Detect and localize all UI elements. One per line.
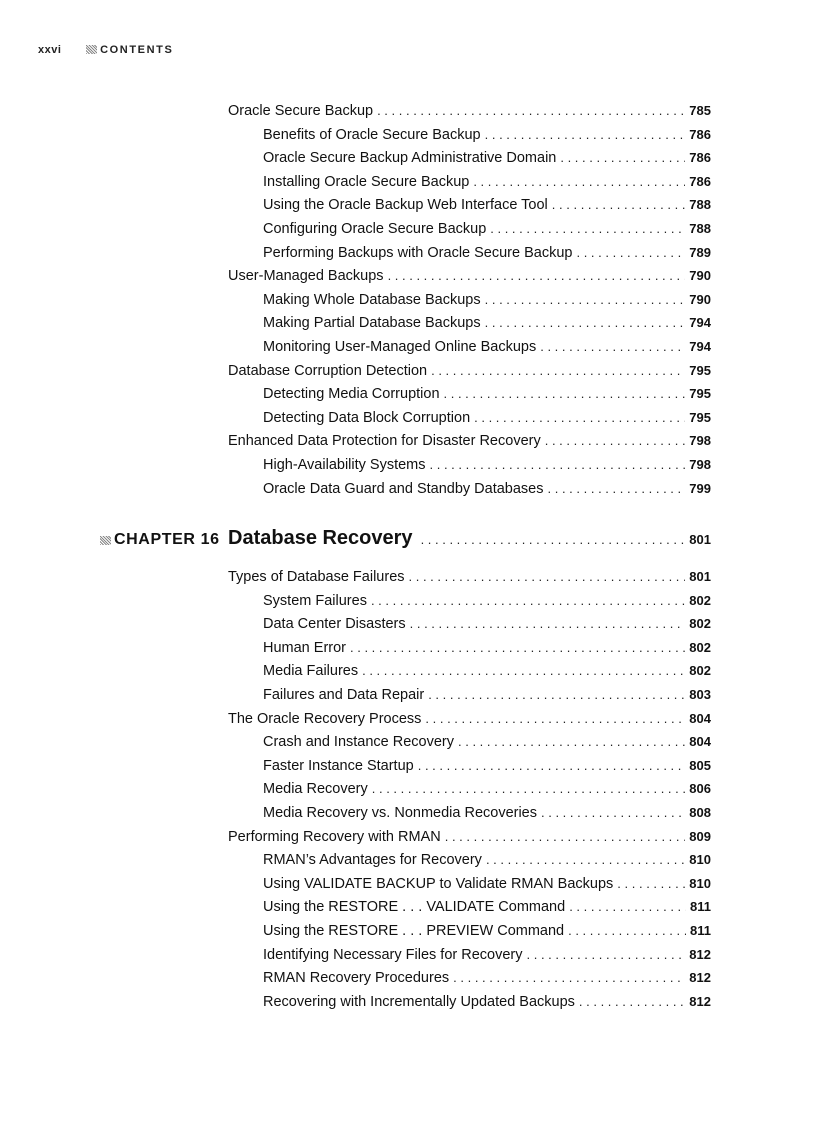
toc-entry-title: Crash and Instance Recovery: [263, 734, 455, 751]
running-head: [38, 44, 173, 56]
toc-entry-title: Detecting Media Corruption: [263, 386, 440, 403]
toc-entry-page: 804: [689, 710, 711, 726]
toc-entry[interactable]: [263, 756, 711, 776]
toc-entry[interactable]: [263, 685, 711, 705]
hatch-marker-icon: [100, 536, 111, 545]
toc-entry[interactable]: [263, 455, 711, 475]
toc-entry-page: 802: [689, 639, 711, 655]
toc-entry[interactable]: [228, 361, 711, 381]
toc-entry-page: 795: [689, 409, 711, 425]
dot-leader: [431, 361, 685, 381]
dot-leader: [486, 850, 685, 870]
toc-entry-page: 786: [689, 173, 711, 189]
toc-entry-page: 812: [689, 946, 711, 962]
toc-entry[interactable]: [263, 779, 711, 799]
toc-entry-title: Data Center Disasters: [263, 616, 406, 633]
dot-leader: [428, 685, 685, 705]
chapter-label-text: CHAPTER 16: [114, 531, 220, 548]
toc-entry[interactable]: [263, 172, 711, 192]
toc-entry[interactable]: [263, 638, 711, 658]
section-name: CONTENTS: [100, 44, 174, 56]
toc-entry-title: Failures and Data Repair: [263, 687, 425, 703]
dot-leader: [548, 479, 686, 499]
dot-leader: [410, 614, 686, 634]
dot-leader: [453, 968, 685, 988]
dot-leader: [560, 148, 685, 168]
toc-entry-title: Using the Oracle Backup Web Interface Tool: [263, 197, 548, 214]
toc-entry-title: Oracle Secure Backup Administrative Domain: [263, 150, 557, 167]
toc-entry[interactable]: [263, 803, 711, 823]
toc-entry[interactable]: [263, 408, 711, 428]
toc-entry-page: 811: [690, 923, 711, 938]
toc-entry[interactable]: [263, 384, 711, 404]
toc-entry-page: 786: [689, 150, 711, 166]
dot-leader: [473, 172, 685, 192]
toc-entry-title: Using the RESTORE . . . VALIDATE Command: [263, 899, 566, 916]
toc-entry-page: 794: [689, 339, 711, 354]
chapter-title: Database Recovery: [228, 527, 413, 549]
toc-entry-page: 802: [689, 592, 711, 608]
page-number: xxvi: [38, 44, 62, 56]
dot-leader: [409, 567, 686, 587]
toc-entry-page: 789: [689, 244, 711, 260]
toc-entry[interactable]: [263, 591, 711, 611]
toc-entry-page: 812: [689, 970, 711, 986]
dot-leader: [421, 532, 686, 547]
toc-entry[interactable]: [263, 219, 711, 239]
toc-entry-title: Recovering with Incrementally Updated Backups: [263, 993, 575, 1010]
dot-leader: [545, 431, 686, 451]
dot-leader: [371, 591, 685, 611]
toc-entry-title: Detecting Data Block Corruption: [263, 409, 471, 426]
toc-entry-title: Faster Instance Startup: [263, 757, 414, 774]
toc-entry-page: 795: [689, 362, 711, 378]
dot-leader: [430, 455, 686, 475]
toc-entry[interactable]: [263, 945, 711, 965]
toc-entry-page: 810: [689, 875, 711, 891]
toc-entry[interactable]: [228, 266, 711, 286]
dot-leader: [445, 827, 686, 847]
toc-entry-page: 811: [690, 899, 711, 915]
toc-entry-page: 806: [689, 781, 711, 797]
toc-entry-title: The Oracle Recovery Process: [228, 710, 422, 727]
chapter-heading: [100, 527, 711, 553]
toc-entry-title: High-Availability Systems: [263, 457, 426, 473]
toc-entry[interactable]: [263, 992, 711, 1012]
toc-entry-title: Oracle Data Guard and Standby Databases: [263, 480, 544, 497]
toc-entry[interactable]: [263, 968, 711, 988]
toc-entry[interactable]: [263, 313, 711, 333]
dot-leader: [568, 921, 686, 941]
toc-entry-page: 798: [689, 457, 711, 472]
dot-leader: [425, 709, 685, 729]
toc-entry-title: Database Corruption Detection: [228, 362, 428, 379]
toc-entry-page: 786: [689, 126, 711, 142]
toc-entry[interactable]: [263, 850, 711, 870]
toc-entry-title: Making Partial Database Backups: [263, 315, 481, 332]
dot-leader: [418, 756, 686, 776]
toc-entry-page: 801: [689, 569, 711, 584]
toc-entry[interactable]: [263, 874, 711, 894]
toc-entry-title: Configuring Oracle Secure Backup: [263, 221, 487, 237]
toc-entry-title: Making Whole Database Backups: [263, 291, 481, 308]
toc-entry[interactable]: [263, 897, 711, 917]
toc-entry-page: 788: [689, 197, 711, 213]
toc-entry-title: Enhanced Data Protection for Disaster Recovery: [228, 433, 541, 450]
toc-entry[interactable]: [263, 661, 711, 681]
toc-entry-title: Media Recovery: [263, 781, 368, 798]
toc-entry[interactable]: [263, 479, 711, 499]
toc-entry-page: 790: [689, 268, 711, 284]
dot-leader: [579, 992, 685, 1012]
toc-entry-page: 802: [689, 663, 711, 679]
toc-entry-page: 798: [689, 433, 711, 449]
dot-leader: [388, 266, 686, 286]
toc-entry-page: 785: [689, 103, 711, 118]
toc-entry-title: Performing Backups with Oracle Secure Backup: [263, 244, 573, 261]
dot-leader: [617, 874, 685, 894]
toc-entry[interactable]: [228, 101, 711, 121]
toc-entry-page: 809: [689, 828, 711, 844]
toc-entry-title: User-Managed Backups: [228, 268, 384, 285]
toc-entry-title: Installing Oracle Secure Backup: [263, 173, 470, 190]
dot-leader: [458, 732, 685, 752]
toc-entry-page: 799: [689, 480, 711, 496]
toc-entry-title: Using the RESTORE . . . PREVIEW Command: [263, 923, 565, 939]
dot-leader: [485, 125, 686, 145]
chapter-page: 801: [689, 532, 711, 547]
toc-entry-page: 812: [689, 993, 711, 1009]
toc-entry[interactable]: [263, 290, 711, 310]
toc-entry-title: Using VALIDATE BACKUP to Validate RMAN Backups: [263, 875, 614, 892]
dot-leader: [444, 384, 686, 404]
toc-entry-title: Human Error: [263, 639, 346, 656]
toc-entry-title: System Failures: [263, 592, 367, 609]
toc-entry-page: 803: [689, 687, 711, 702]
dot-leader: [569, 897, 686, 917]
toc-entry-title: Oracle Secure Backup: [228, 103, 374, 119]
toc-entry-title: Media Failures: [263, 663, 359, 680]
toc-entry[interactable]: [263, 614, 711, 634]
toc-entry[interactable]: [228, 431, 711, 451]
toc-entry-page: 788: [689, 221, 711, 236]
dot-leader: [372, 779, 686, 799]
dot-leader: [540, 337, 685, 357]
toc-entry[interactable]: [263, 125, 711, 145]
dot-leader: [490, 219, 685, 239]
dot-leader: [362, 661, 685, 681]
toc-entry[interactable]: [228, 709, 711, 729]
dot-leader: [485, 290, 686, 310]
dot-leader: [552, 195, 686, 215]
toc-entry-title: Identifying Necessary Files for Recovery: [263, 946, 523, 963]
dot-leader: [474, 408, 685, 428]
toc-entry[interactable]: [228, 827, 711, 847]
toc-entry-page: 810: [689, 852, 711, 868]
dot-leader: [485, 313, 686, 333]
toc-entry-title: RMAN’s Advantages for Recovery: [263, 852, 482, 869]
toc-entry-page: 790: [689, 291, 711, 307]
toc-entry-page: 802: [689, 616, 711, 632]
toc-entry-title: Benefits of Oracle Secure Backup: [263, 126, 481, 143]
toc-entry-title: Performing Recovery with RMAN: [228, 828, 441, 845]
chapter-label: [100, 531, 228, 549]
toc-entry-page: 804: [689, 734, 711, 750]
toc-entry-page: 795: [689, 386, 711, 402]
dot-leader: [541, 803, 685, 823]
hatch-marker-icon: [86, 45, 97, 54]
toc-entry[interactable]: [263, 732, 711, 752]
toc-entry-title: Monitoring User-Managed Online Backups: [263, 339, 537, 355]
toc-entry[interactable]: [263, 337, 711, 357]
dot-leader: [576, 243, 685, 263]
toc-entry-title: Media Recovery vs. Nonmedia Recoveries: [263, 805, 537, 821]
toc-entry[interactable]: [263, 148, 711, 168]
toc-entry-page: 805: [689, 757, 711, 773]
toc-entry[interactable]: [228, 567, 711, 587]
toc-entry-title: RMAN Recovery Procedures: [263, 970, 450, 987]
toc-entry[interactable]: [263, 921, 711, 941]
toc-entry-page: 794: [689, 315, 711, 331]
dot-leader: [350, 638, 685, 658]
toc-entry-title: Types of Database Failures: [228, 569, 405, 585]
dot-leader: [377, 101, 685, 121]
toc-entry-page: 808: [689, 805, 711, 820]
toc-entry[interactable]: [263, 243, 711, 263]
dot-leader: [527, 945, 686, 965]
toc-entry[interactable]: [263, 195, 711, 215]
